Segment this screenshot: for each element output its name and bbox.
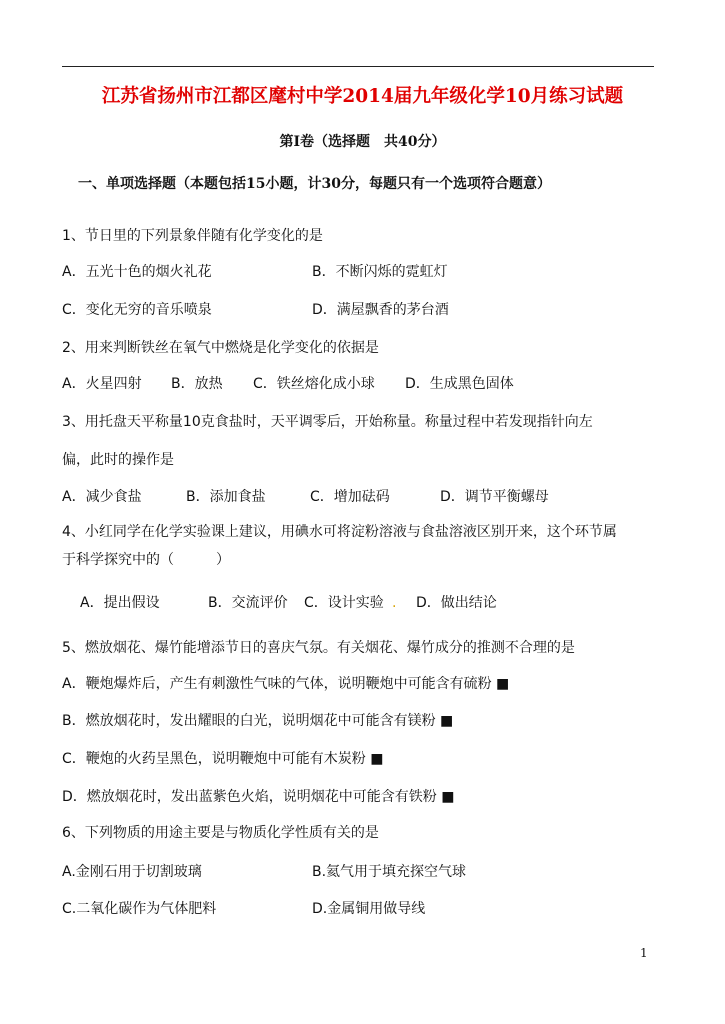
question-1-option-d: D．满屋飘香的茅台酒 [312, 302, 449, 318]
question-6-option-b: B.氦气用于填充探空气球 [312, 864, 467, 880]
question-2-option-b: B．放热 [171, 376, 223, 392]
question-1-option-b: B．不断闪烁的霓虹灯 [312, 264, 448, 280]
question-2-option-c: C．铁丝熔化成小球 [253, 376, 375, 392]
question-5-option-c: C．鞭炮的火药呈黑色，说明鞭炮中可能有木炭粉 ■ [62, 751, 384, 767]
question-5-option-a: A．鞭炮爆炸后，产生有刺激性气味的气体，说明鞭炮中可能含有硫粉 ■ [62, 676, 510, 692]
question-3-stem-line-2: 偏，此时的操作是 [62, 452, 174, 468]
question-1-option-c: C．变化无穷的音乐喷泉 [62, 302, 212, 318]
page-number: 1 [640, 946, 648, 960]
question-3-option-d: D．调节平衡螺母 [440, 489, 549, 505]
question-6-option-c: C.二氧化碳作为气体肥料 [62, 901, 217, 917]
question-1-stem: 1、节日里的下列景象伴随有化学变化的是 [62, 228, 323, 244]
question-5-stem: 5、燃放烟花、爆竹能增添节日的喜庆气氛。有关烟花、爆竹成分的推测不合理的是 [62, 640, 575, 656]
stray-dot-mark: . [392, 595, 397, 611]
question-4-option-c: C．设计实验 [304, 595, 384, 611]
question-4-option-b: B．交流评价 [208, 595, 288, 611]
question-4-stem-line-2: 于科学探究中的（ ） [62, 552, 230, 568]
question-1-option-a: A．五光十色的烟火礼花 [62, 264, 212, 280]
document-title: 江苏省扬州市江都区麾村中学2014届九年级化学10月练习试题 [101, 86, 624, 107]
question-2-option-d: D．生成黑色固体 [405, 376, 514, 392]
question-4-option-a: A．提出假设 [80, 595, 160, 611]
question-3-stem-line-1: 3、用托盘天平称量10克食盐时，天平调零后，开始称量。称量过程中若发现指针向左 [62, 414, 593, 430]
question-3-option-c: C．增加砝码 [310, 489, 390, 505]
question-5-option-d: D．燃放烟花时，发出蓝紫色火焰，说明烟花中可能含有铁粉 ■ [62, 789, 455, 805]
question-4-stem-line-1: 4、小红同学在化学实验课上建议，用碘水可将淀粉溶液与食盐溶液区别开来，这个环节属 [62, 524, 617, 540]
header-rule [62, 66, 654, 67]
question-5-option-b: B．燃放烟花时，发出耀眼的白光，说明烟花中可能含有镁粉 ■ [62, 713, 454, 729]
question-2-option-a: A．火星四射 [62, 376, 142, 392]
question-4-option-d: D．做出结论 [416, 595, 497, 611]
question-2-stem: 2、用来判断铁丝在氧气中燃烧是化学变化的依据是 [62, 340, 379, 356]
question-6-option-d: D.金属铜用做导线 [312, 901, 426, 917]
question-6-stem: 6、下列物质的用途主要是与物质化学性质有关的是 [62, 825, 379, 841]
question-3-option-a: A．减少食盐 [62, 489, 142, 505]
section-heading: 一、单项选择题（本题包括15小题，计30分，每题只有一个选项符合题意） [78, 176, 551, 192]
question-6-option-a: A.金刚石用于切割玻璃 [62, 864, 202, 880]
part-title: 第I卷（选择题 共40分） [279, 134, 446, 150]
question-3-option-b: B．添加食盐 [186, 489, 266, 505]
